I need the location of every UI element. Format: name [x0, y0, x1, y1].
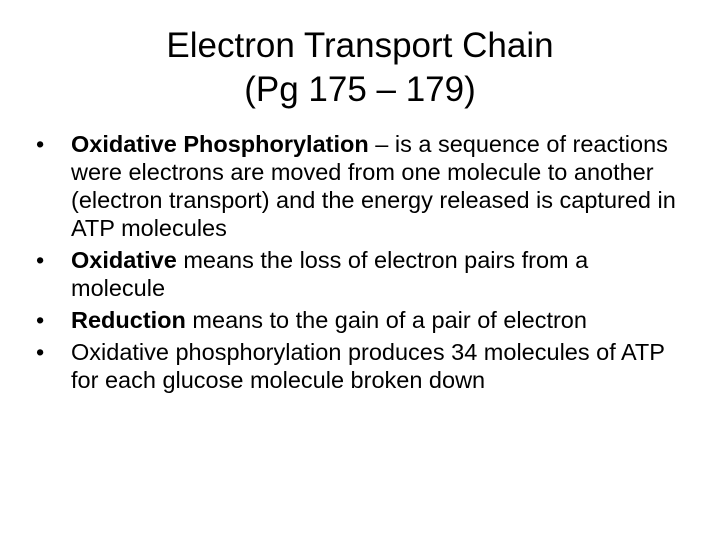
bullet-item-reduction [36, 306, 676, 334]
bullet-marker: • [36, 247, 45, 273]
bullet-marker: • [36, 131, 45, 157]
slide-title [0, 24, 720, 112]
slide-title-line-1: Electron Transport Chain [166, 26, 554, 65]
bullet-term: Reduction [71, 307, 186, 333]
bullet-text: means to the gain of a pair of electron [185, 307, 587, 333]
bullet-list [36, 130, 676, 398]
slide-title-line-2: (Pg 175 – 179) [244, 70, 476, 109]
bullet-text: means the loss of electron pairs from a molecule [71, 247, 589, 301]
bullet-item-atp-yield [36, 338, 676, 394]
bullet-text: – is a sequence of reactions were electrons are moved from one molecule to another (electron transport) and the energy released is captured in ATP molecules [71, 131, 676, 241]
bullet-marker: • [36, 307, 45, 333]
bullet-item-oxidative [36, 246, 676, 302]
bullet-term: Oxidative [71, 247, 177, 273]
bullet-term: Oxidative Phosphorylation [71, 131, 369, 157]
bullet-item-oxidative-phosphorylation [36, 130, 676, 242]
bullet-text: Oxidative phosphorylation produces 34 molecules of ATP for each glucose molecule broken down [71, 339, 665, 393]
bullet-marker: • [36, 339, 45, 365]
